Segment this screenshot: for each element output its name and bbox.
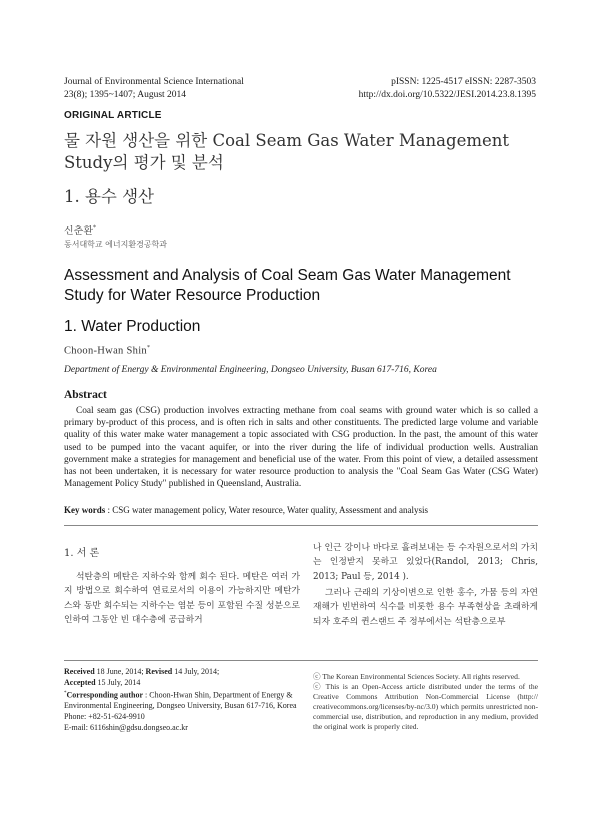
copyright-notice: ⓒ The Korean Environmental Sciences Society. All rights reserved. [313, 672, 520, 681]
english-title [64, 266, 544, 306]
english-subtitle: 1. Water Production [64, 318, 201, 335]
korean-subtitle: 1. 용수 생산 [64, 187, 154, 206]
journal-issue: 23(8); 1395~1407; August 2014 [64, 90, 187, 100]
footnote-right [313, 672, 538, 732]
journal-name: Journal of Environmental Science International [64, 77, 244, 87]
journal-header-left [64, 76, 244, 102]
body-column-right-para2: 그러나 근래의 기상이변으로 인한 홍수, 가뭄 등의 자연재해가 빈번하여 식수를 비롯한 용수 부족현상을 초래하게 되자 호주의 퀸스랜드 주 정부에서는 석탄층으로부 [313, 588, 538, 627]
email-link[interactable]: E-mail: 6116shin@gdsu.dongseo.ac.kr [64, 722, 188, 732]
revised-label: Revised [145, 667, 173, 676]
corresponding-info: : Choon-Hwan Shin, Department of Energy & Environmental Engineering, Dongseo University, Busan 617-716, Korea [64, 690, 297, 711]
english-author [64, 345, 150, 357]
english-title-line2: Study for Water Resource Production [64, 287, 321, 304]
footnote-divider [64, 660, 538, 661]
english-author-mark: * [146, 345, 151, 351]
abstract-heading: Abstract [64, 389, 107, 401]
body-column-right-para1: 나 인근 강이나 바다로 흘려보내는 등 수자원으로서의 가치는 인정받지 못하고 있었다(Randol, 2013; Chris, 2013; Paul 등, 2014 ). [313, 543, 538, 582]
footnote-left [64, 667, 299, 733]
english-author-name: Choon-Hwan Shin [64, 345, 147, 357]
keywords [64, 505, 538, 515]
issn: pISSN: 1225-4517 eISSN: 2287-3503 [391, 77, 536, 87]
keywords-label: Key words [64, 505, 106, 515]
korean-author [64, 222, 96, 237]
doi-link[interactable]: http://dx.doi.org/10.5322/JESI.2014.23.8.1395 [358, 90, 536, 100]
revised-date: 14 July, 2014; [172, 667, 220, 676]
korean-affiliation: 동서대학교 에너지환경공학과 [64, 240, 168, 249]
english-affiliation: Department of Energy & Environmental Engineering, Dongseo University, Busan 617-716, Korea [64, 365, 437, 375]
received-line [64, 667, 299, 678]
phone: Phone: +82-51-624-9910 [64, 711, 145, 721]
korean-author-mark: * [92, 224, 96, 232]
corresponding-label: Corresponding author [66, 690, 144, 700]
accepted-line [64, 678, 299, 689]
corresponding-line [64, 689, 299, 712]
journal-header-right [359, 76, 536, 102]
body-column-left: 석탄층의 메탄은 지하수와 함께 회수 된다. 메탄은 여러 가지 방법으로 회수하여 연료로서의 이용이 가능하지만 메탄가스와 동반 회수되는 지하수는 염분 등이 포함된 수질 성분으로 인하여 그동안 빈 대수층에 공급하거 [64, 572, 300, 626]
corresponding-mark: * [64, 690, 67, 696]
korean-title-line2: Study의 평가 및 분석 [64, 153, 224, 172]
abstract-body: Coal seam gas (CSG) production involves extracting methane from coal seams with ground water which is so called a primary by-product of this process, and is often rich in salts and other constituents. The predicted large volume and variable quality of this water make water management a topic associated with CSG production. In the past, the amount of this water used to be pumped into the vacant aquifer, or into the river during the life of individual production wells. Australian government make a strategies for management and beneficial use of the water. From this point of view, a detailed assessment has not been undertaken, it is necessary for water resource production to analysis the "Coal Seam Gas Water (CSG Water) Management Policy Study" published in Queensland, Australia. [64, 406, 538, 490]
license-notice: ⓒ This is an Open-Access article distributed under the terms of the Creative Commons Attribution Non-Commercial License (http:// creativecommons.org/licenses/by-nc/3.0) which permits unrestricted non-commercial use, distribution, and reproduction in any medium, provided the original work is properly cited. [313, 682, 538, 731]
keywords-text: : CSG water management policy, Water resource, Water quality, Assessment and analysis [105, 505, 428, 515]
english-title-line1: Assessment and Analysis of Coal Seam Gas Water Management [64, 267, 511, 284]
article-type: ORIGINAL ARTICLE [64, 110, 162, 121]
accepted-date: 15 July, 2014 [95, 677, 141, 687]
section-heading: 1. 서 론 [64, 548, 100, 559]
received-label: Received [64, 667, 95, 676]
korean-title [64, 130, 544, 174]
received-date: 18 June, 2014; [94, 667, 146, 676]
accepted-label: Accepted [64, 677, 96, 687]
divider [64, 525, 538, 526]
korean-author-name: 신춘환 [64, 226, 93, 237]
korean-title-line1: 물 자원 생산을 위한 Coal Seam Gas Water Management [64, 131, 510, 150]
